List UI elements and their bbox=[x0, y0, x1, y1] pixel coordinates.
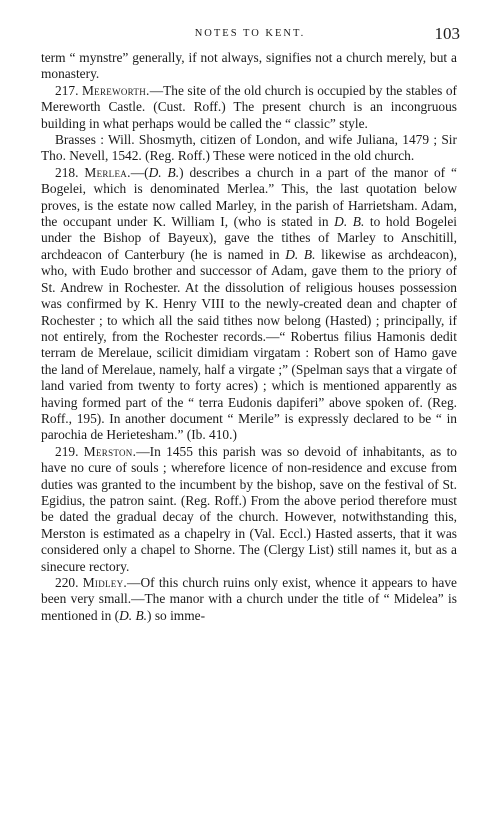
text-run: —Of this church ruins only exist, whence it appears to have been very small.—The manor with a church under the title of “ Midelea” is mentioned in ( bbox=[41, 575, 457, 623]
running-head bbox=[0, 24, 500, 44]
page-number: 103 bbox=[434, 24, 460, 43]
text-run: —( bbox=[130, 164, 149, 180]
running-head-title: NOTES TO KENT. bbox=[194, 28, 306, 39]
entry-heading: Merlea. bbox=[84, 164, 131, 180]
body-text bbox=[41, 50, 457, 624]
text-run: Brasses : Will. Shosmyth, citizen of London, and wife Juliana, 1479 ; Sir Tho. Nevell, 1542. (Reg. Roff.) These were noticed in the old church. bbox=[41, 132, 457, 164]
text-run: 220. bbox=[55, 575, 83, 590]
paragraph bbox=[41, 165, 457, 444]
text-run: likewise as archdeacon), who, with Eudo brother and successor of Adam, gave them to the priory of St. Andrew in Rochester. At the dissolution of religious houses possession was confirmed by K. Henry VIII to the newly-created dean and chapter of Rochester ; to which all the said tithes now belong (Hasted) ; principally, if not entirely, from the Rochester records.—“ Robertus filius Hamonis dedit terram de Merelaue, scilicit dimidiam virgatam : Robert son of Hamo gave the land of Merelaue, namely, half a virgate ;” (Spelman says that a virgate of land varied from twenty to forty acres) ; which is mentioned apparently as having formed part of the “ terra Eudonis dapiferi” above spoken of. (Reg. Roff., 195). In another document “ Merile” is expressly declared to be “ in parochia de Herietesham.” (Ib. 410.) bbox=[41, 246, 457, 443]
italic-citation: D. B. bbox=[285, 246, 316, 262]
text-run: ) so imme- bbox=[147, 607, 206, 623]
text-run: to hold Bogelei under the Bishop of Bayeux), gave the tithes of Marley to Anschitill, archdeacon of Canterbury (he is named in bbox=[41, 214, 457, 262]
text-run: term “ mynstre” generally, if not always, signifies not a church merely, but a monastery. bbox=[41, 50, 457, 82]
paragraph bbox=[41, 132, 457, 165]
italic-citation: D. B. bbox=[119, 607, 148, 623]
entry-heading: Mereworth. bbox=[81, 82, 150, 98]
text-run: —The site of the old church is occupied by the stables of Mereworth Castle. (Cust. Roff.) The present church is an incongruous building in what perhaps would be called the “ classic” style. bbox=[41, 82, 457, 131]
text-run: 219. bbox=[55, 443, 84, 459]
text-run: —In 1455 this parish was so devoid of inhabitants, as to have no cure of souls ; wherefore licence of non-residence and excuse from duties was granted to the incumbent by the bishop, save on the festival of St. Egidius, the patron saint. (Reg. Roff.) From the above period therefore must be dated the gradual decay of the church. However, notwithstanding this, Merston is estimated as a chapelry in (Val. Eccl.) Hasted asserts, that it was considered only a chapel to Shorne. The (Clergy List) still names it, but as a sinecure rectory. bbox=[41, 443, 457, 574]
text-run: 217. bbox=[55, 82, 82, 98]
entry-heading: Merston. bbox=[83, 443, 137, 459]
paragraph bbox=[41, 50, 457, 83]
paragraph bbox=[41, 444, 457, 575]
entry-heading: Midley. bbox=[82, 575, 128, 590]
text-run: ) describes a church in a part of the manor of “ Bogelei, which is denominated Merlea.” This, the last quotation below proves, is the estate now called Marley, in the parish of Harrietsham. Adam, the occupant under K. William I, (who is stated in bbox=[41, 164, 457, 230]
paragraph bbox=[41, 575, 457, 624]
paragraph bbox=[41, 83, 457, 132]
italic-citation: D. B. bbox=[334, 214, 365, 230]
text-run: 218. bbox=[55, 164, 85, 180]
italic-citation: D. B. bbox=[148, 164, 180, 180]
